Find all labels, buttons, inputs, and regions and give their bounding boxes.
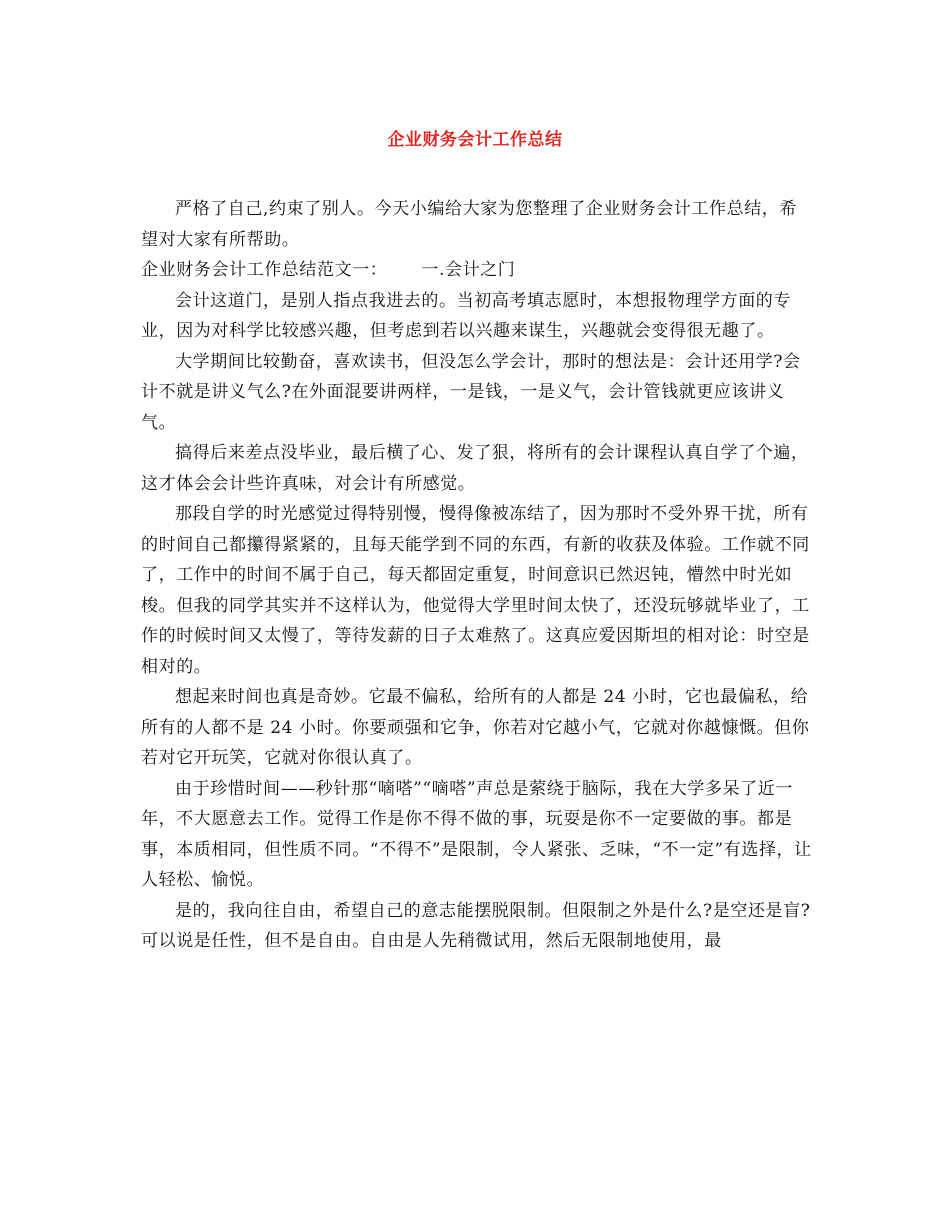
section-heading-label: 企业财务会计工作总结范文一： bbox=[141, 260, 388, 280]
document-body bbox=[141, 194, 813, 957]
body-paragraph: 想起来时间也真是奇妙。它最不偏私，给所有的人都是 24 小时，它也最偏私，给所有的人都不是 24 小时。你要顽强和它争，你若对它越小气，它就对你越慷慨。但你若对它开玩笑，它就对你很认真了。 bbox=[141, 687, 810, 768]
intro-paragraph: 严格了自己,约束了别人。今天小编给大家为您整理了企业财务会计工作总结，希望对大家有所帮助。 bbox=[141, 199, 798, 250]
section-heading bbox=[141, 255, 813, 286]
body-paragraph: 大学期间比较勤奋，喜欢读书，但没怎么学会计，那时的想法是：会计还用学?会计不就是讲义气么?在外面混要讲两样，一是钱，一是义气，会计管钱就更应该讲义气。 bbox=[141, 351, 801, 433]
body-paragraph: 搞得后来差点没毕业，最后横了心、发了狠，将所有的会计课程认真自学了个遍，这才体会会计些许真味，对会计有所感觉。 bbox=[141, 443, 809, 494]
section-heading-subtitle: 一.会计之门 bbox=[421, 260, 516, 280]
document-title: 企业财务会计工作总结 bbox=[387, 130, 563, 150]
body-paragraph: 会计这道门，是别人指点我进去的。当初高考填志愿时，本想报物理学方面的专业，因为对科学比较感兴趣，但考虑到若以兴趣来谋生，兴趣就会变得很无趣了。 bbox=[141, 290, 791, 341]
body-paragraph: 由于珍惜时间——秒针那“嘀嗒”“嘀嗒”声总是萦绕于脑际，我在大学多呆了近一年，不大愿意去工作。觉得工作是你不得不做的事，玩耍是你不一定要做的事。都是事，本质相同，但性质不同。“不得不”是限制，令人紧张、乏味，“不一定”有选择，让人轻松、愉悦。 bbox=[141, 778, 812, 890]
body-paragraph: 那段自学的时光感觉过得特别慢，慢得像被冻结了，因为那时不受外界干扰，所有的时间自己都攥得紧紧的，且每天能学到不同的东西，有新的收获及体验。工作就不同了，工作中的时间不属于自己，每天都固定重复，时间意识已然迟钝，懵然中时光如梭。但我的同学其实并不这样认为，他觉得大学里时间太快了，还没玩够就毕业了，工作的时候时间又太慢了，等待发薪的日子太难熬了。这真应爱因斯坦的相对论：时空是相对的。 bbox=[141, 504, 810, 677]
body-paragraph: 是的，我向往自由，希望自己的意志能摆脱限制。但限制之外是什么?是空还是盲?可以说是任性，但不是自由。自由是人先稍微试用，然后无限制地使用，最 bbox=[141, 900, 811, 951]
